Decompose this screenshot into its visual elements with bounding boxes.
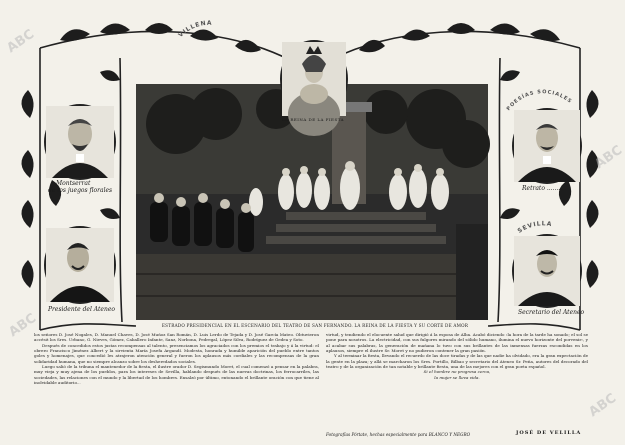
quote-line: Si el hombre no progresa cerca,	[423, 369, 491, 375]
right-paragraph: Y al terminar la fiesta, llevando el recuerdo de las doce tiradas y de las que nadie ha olvidado, era la gran expectación de la gente en la plaza; y allá se marcharon los Sres. Portillo, Bilbao y secretario del Ateneo Sr. Peña, autores del decorado del teatro y de la organización de tan notable y brillante fiesta, una de las mejores con el gran poeta español.	[326, 353, 588, 370]
watermark-stamp: ABC	[6, 310, 40, 341]
portrait-queen-medallion	[280, 40, 348, 118]
left-paragraph: Luego salió de la tribuna el mantenedor de la fiesta, el ilustre orador D. Segismundo Moret, el cual comenzó a pensar en la palabra, muy vieja y muy ajena de los pueblos, para los intereses de Sevilla, hablando después de las nuevas doctrinas, los ferrocarriles, las sociedades, las relaciones con el mundo y la libertad de los hombres. Ensalzó por último, entonando el brillante oración con que tiene al inolvidable auditorio...	[34, 364, 319, 386]
arc-label-right-lower: SEVILLA	[516, 220, 553, 235]
quote-line: la mujer se lleva vida.	[434, 374, 480, 380]
photo-caption: ESTRADO PRESIDENCIAL EN EL ESCENARIO DEL TEATRO DE SAN FERNANDO. LA REINA DE LA FIESTA Y SU CORTE DE AMOR	[161, 323, 469, 328]
arc-label-left: VILLENA	[177, 19, 213, 39]
portrait-bottom-right	[512, 234, 582, 308]
arc-label-right: POESÍAS SOCIALES	[505, 89, 574, 112]
portrait-top-right	[512, 108, 582, 184]
photo-credit: Fotografías Pórtate, hechas especialmente para BLANCO Y NEGRO	[326, 432, 471, 437]
caption-top-right: Retrato ..........	[522, 185, 566, 192]
portrait-top-left	[44, 104, 116, 180]
portrait-bottom-left	[44, 226, 116, 304]
left-paragraph: los señores D. José Nogales, D. Manuel Chaves, D. José Muñoz San Román, D. Luis Lerdo de Tejada y D. José García Mateo. Obtuvieron accésit los Sres. Urbano, G. Nieves, Gómez, Caballero Infante, Sanz, Norbona, Pedregal, López Silva, Rodríguez de Gedea y Soto.	[34, 332, 319, 343]
caption-top-center: LA REINA DE LA FIESTA	[282, 117, 345, 122]
watermark-stamp: ABC	[586, 390, 620, 421]
watermark-stamp: ABC	[4, 26, 38, 57]
left-paragraph: Después de concedidos estos justas recompensas al talento, presenciamos los agraciados con los premios el trabajo y á la virtud: el obrero Francisco Jiménez Albert y la sirvienta María Josefa Argandí. Modesta, honrada y humilde aparición del pueblo entre tantos goles y homenajes, que concedió les atrajeron atención general y fueron los aplausos más cordiales y las recompensas de la gran solidaridad humana, que no siempre alcanzo sobre los desheredados sociales.	[34, 342, 319, 364]
caption-top-left-line2: de los juegos florales	[48, 187, 113, 194]
svg-text:SEVILLA	[516, 220, 552, 235]
article-left-column	[34, 332, 319, 385]
caption-bottom-left: Presidente del Ateneo	[48, 306, 116, 313]
watermark-stamp: ABC	[592, 142, 625, 173]
right-paragraph: virtud, y tendiendo el elocuente salud que dirigió á la esposa de Alba. Acabó diciendo ‹la hora de la tarde ha sonado; el sol se pone para nosotros. La electricidad, con sus fulgores mirando del sólido humano, ilumina el nuevo horizonte del porvenir›, y al acabar sus palabras, la generación de mañana lo tuvo con sus brillantes de las inmensas fuerzas escondidas en los aplausos, siempre el ilustre Sr. Moret y no pudieron contener la gran pasión.	[326, 332, 588, 354]
article-right-column	[326, 332, 588, 380]
caption-bottom-right: Secretario del Ateneo	[518, 309, 585, 316]
caption-top-left-line1: Montserrat	[56, 180, 91, 187]
author-signature: JOSÉ DE VELILLA	[516, 430, 582, 436]
